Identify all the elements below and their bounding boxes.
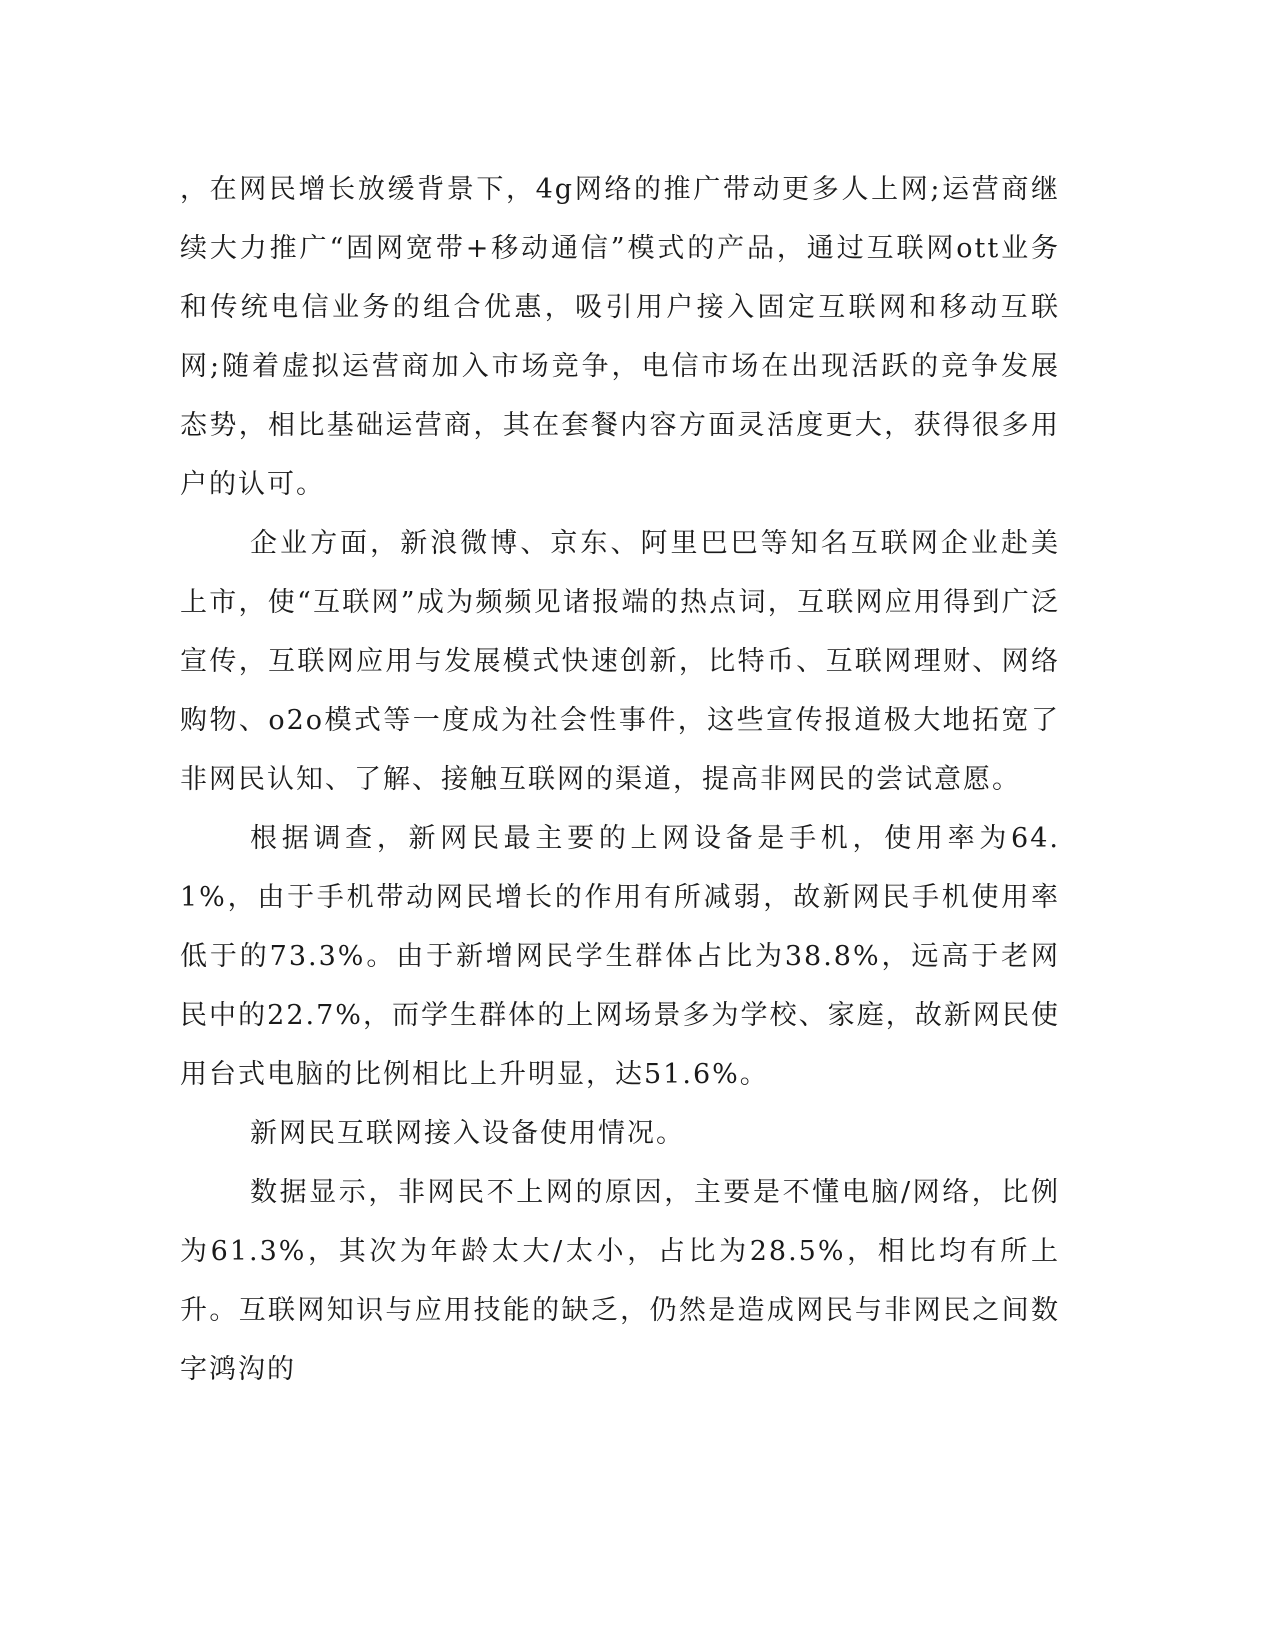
paragraph-4: 新网民互联网接入设备使用情况。 (250, 1118, 685, 1149)
paragraph-3: 根据调查，新网民最主要的上网设备是手机，使用率为64.1%，由于手机带动网民增长的作用有所减弱，故新网民手机使用率低于的73.3%。由于新增网民学生群体占比为38.8%，远高于老网民中的22.7%，而学生群体的上网场景多为学校、家庭，故新网民使用台式电脑的比例相比上升明显，达51.6%。 (180, 823, 1060, 1090)
paragraph-2: 企业方面，新浪微博、京东、阿里巴巴等知名互联网企业赴美上市，使“互联网”成为频频见诸报端的热点词，互联网应用得到广泛宣传，互联网应用与发展模式快速创新，比特币、互联网理财、网络购物、o2o模式等一度成为社会性事件，这些宣传报道极大地拓宽了非网民认知、了解、接触互联网的渠道，提高非网民的尝试意愿。 (180, 528, 1060, 795)
document-body (180, 160, 1060, 1399)
paragraph-5: 数据显示，非网民不上网的原因，主要是不懂电脑/网络，比例为61.3%，其次为年龄太大/太小，占比为28.5%，相比均有所上升。互联网知识与应用技能的缺乏，仍然是造成网民与非网民之间数字鸿沟的 (180, 1177, 1060, 1385)
paragraph-1: ，在网民增长放缓背景下，4g网络的推广带动更多人上网;运营商继续大力推广“固网宽带+移动通信”模式的产品，通过互联网ott业务和传统电信业务的组合优惠，吸引用户接入固定互联网和移动互联网;随着虚拟运营商加入市场竞争，电信市场在出现活跃的竞争发展态势，相比基础运营商，其在套餐内容方面灵活度更大，获得很多用户的认可。 (180, 174, 1060, 500)
